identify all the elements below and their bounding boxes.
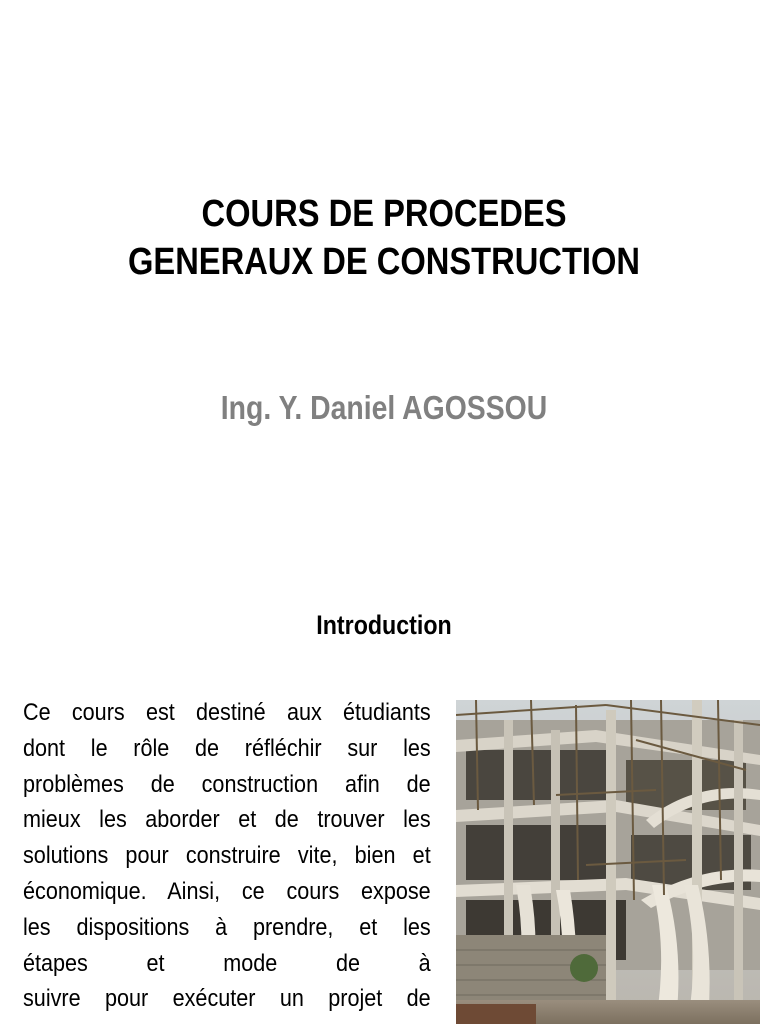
- intro-line: Ce cours est destiné aux étudiants: [23, 699, 431, 726]
- intro-line: étapes et mode de à: [23, 949, 431, 977]
- building-illustration: [456, 700, 760, 1024]
- intro-line: les dispositions à prendre, et les: [23, 913, 431, 941]
- title-line-1: COURS DE PROCEDES: [201, 193, 567, 235]
- intro-line: suivre pour exécuter un projet de: [23, 985, 431, 1013]
- intro-paragraph: [23, 695, 431, 1024]
- intro-line: économique. Ainsi, ce cours expose: [23, 877, 431, 905]
- document-title: [54, 190, 714, 286]
- construction-site-photo: [456, 700, 760, 1024]
- intro-line: dont le rôle de réfléchir sur les: [23, 734, 431, 762]
- author-name: Ing. Y. Daniel AGOSSOU: [220, 389, 548, 426]
- section-heading: Introduction: [316, 610, 452, 640]
- title-line-2: GENERAUX DE CONSTRUCTION: [127, 241, 641, 283]
- intro-line: solutions pour construire vite, bien et: [23, 842, 431, 870]
- intro-line: problèmes de construction afin de: [23, 770, 431, 798]
- intro-line: mieux les aborder et de trouver les: [23, 806, 431, 834]
